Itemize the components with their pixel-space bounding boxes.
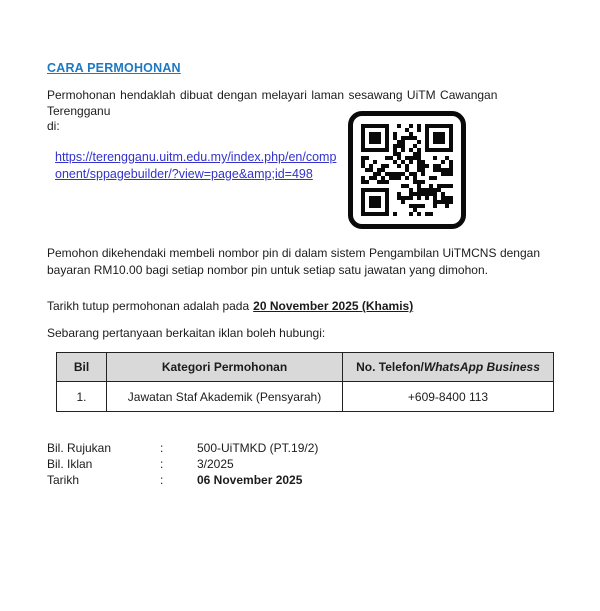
ref-label: Bil. Rujukan — [47, 441, 112, 455]
cell-telefon: +609-8400 113 — [343, 382, 554, 412]
ref-value: 3/2025 — [197, 457, 234, 471]
header-telefon — [343, 353, 554, 382]
intro-line1: Permohonan hendaklah dibuat dengan melayari laman sesawang UiTM Cawangan Terengganu — [47, 88, 498, 118]
closing-date-line — [47, 299, 547, 314]
pin-notice-paragraph: Pemohon dikehendaki membeli nombor pin di dalam sistem Pengambilan UiTMCNS dengan bayaran RM10.00 bagi setiap nombor pin untuk setiap satu jawatan yang dimohon. — [47, 246, 540, 277]
contact-table-row — [57, 382, 554, 412]
intro-paragraph — [47, 88, 540, 135]
section-heading: CARA PERMOHONAN — [47, 61, 181, 75]
ref-separator: : — [160, 473, 164, 487]
application-link[interactable]: https://terengganu.uitm.edu.my/index.php/en/component/sppagebuilder/?view=page&amp;id=498 — [55, 150, 337, 181]
ref-label: Bil. Iklan — [47, 457, 93, 471]
reference-block — [47, 440, 318, 488]
ref-separator: : — [160, 441, 164, 455]
ref-separator: : — [160, 457, 164, 471]
ref-value: 500-UiTMKD (PT.19/2) — [197, 441, 319, 455]
header-telefon-prefix: No. Telefon/ — [356, 360, 424, 374]
cell-bil: 1. — [57, 382, 107, 412]
contact-intro-line: Sebarang pertanyaan berkaitan iklan boleh hubungi: — [47, 326, 326, 340]
header-telefon-italic: WhatsApp Business — [423, 360, 540, 374]
header-bil: Bil — [57, 353, 107, 382]
cell-kategori: Jawatan Staf Akademik (Pensyarah) — [107, 382, 343, 412]
ref-label: Tarikh — [47, 473, 80, 487]
qr-code — [348, 111, 466, 229]
closing-date-value: 20 November 2025 (Khamis) — [253, 299, 414, 313]
contact-table — [56, 352, 554, 412]
intro-line2: di: — [47, 119, 60, 133]
ref-value: 06 November 2025 — [197, 473, 303, 487]
contact-table-header-row — [57, 353, 554, 382]
header-kategori: Kategori Permohonan — [107, 353, 343, 382]
closing-date-prefix: Tarikh tutup permohonan adalah pada — [47, 299, 250, 313]
qr-code-pattern — [361, 124, 453, 216]
